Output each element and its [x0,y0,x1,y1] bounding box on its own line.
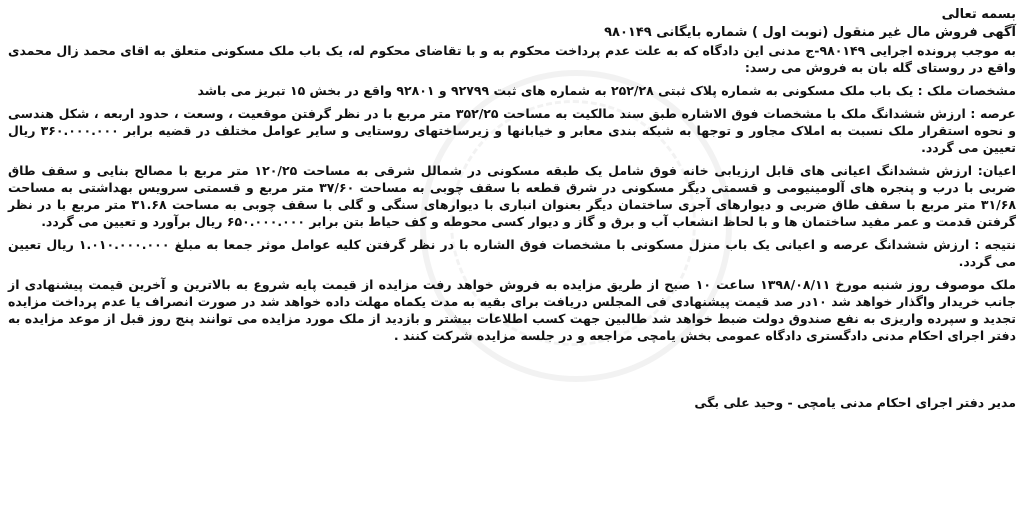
signature-line: مدیر دفتر اجرای احکام مدنی یامچی - وحید علی بگی [694,395,1016,410]
auction-paragraph: ملک موصوف روز شنبه مورخ ۱۳۹۸/۰۸/۱۱ ساعت ۱۰ صبح از طریق مزایده به فروش خواهد رفت مزایده از قیمت پایه شروع به بالاترین و آخرین قیمت پیشنهادی از جانب خریدار واگذار خواهد شد ۱۰در صد قیمت پیشنهادی فی المجلس دریافت برای بقیه به مدت یکماه مهلت داده خواهد شد در صورت انصراف یا عدم پرداخت مزایده تجدید و سپرده واریزی به نفع صندوق دولت ضبط خواهد شد طالبین جهت کسب اطلاعات بیشتر و بازدید از ملک مورد مزایده می توانند پنج روز قبل از موعد مزایده به دفتر اجرای احکام مدنی دادگستری دادگاه عمومی بخش یامچی مراجعه و در جلسه مزایده شرکت کنند . [8,277,1016,343]
property-specs: مشخصات ملک : یک باب ملک مسکونی به شماره پلاک ثبتی ۲۵۲/۲۸ به شماره های ثبت ۹۲۷۹۹ و ۹۲۸۰۱ واقع در بخش ۱۵ تبریز می باشد [197,83,1016,98]
intro-paragraph: به موجب پرونده اجرایی ۹۸۰۱۴۹-ج مدنی این دادگاه که به علت عدم پرداخت محکوم به و با تقاضای محکوم له، یک باب ملک مسکونی متعلق به اقای محمد زال محمدی واقع در روستای گله بان به فروش می رسد: [8,43,1017,75]
notice-title: آگهی فروش مال غیر منقول (نوبت اول ) شماره بایگانی ۹۸۰۱۴۹ [604,25,1016,40]
result-paragraph: نتیجه : ارزش ششدانگ عرصه و اعیانی یک باب منزل مسکونی با مشخصات فوق الشاره با در نظر گرفتن کلیه عوامل موثر جمعا به مبلغ ۱.۰۱۰.۰۰۰.۰۰۰ ریال تعیین می گردد. [8,237,1016,269]
signature-spacer [8,350,1016,394]
buildings-valuation: اعیان: ارزش ششدانگ اعیانی های قابل ارزیابی خانه فوق شامل یک طبقه مسکونی در شمالل شرقی به مساحت ۱۲۰/۲۵ متر مربع با مصالح بنایی و سقف طاق ضربی با درب و پنجره های آلومینیومی و قسمتی دیگر مسکونی در شرق قطعه با سقف چوبی به مساحت ۳۷/۶۰ متر مربع و قسمتی سرویس بهداشتی به مساحت ۳۱/۶۸ متر مربع با سقف طاق ضربی و دیوارهای آجری ساختمان دیگر بعنوان انباری با دیوارهای سنگی و گلی با سقف چوبی به مساحت ۳۱.۶۸ متر مربع با در نظر گرفتن قدمت و عمر مفید ساختمان ها و با لحاظ انشعاب آب و برق و گاز و دیوار کسی محوطه و کف حیاط بتن برابر ۶۵۰.۰۰۰.۰۰۰ ریال برآورد و تعیین می گردد. [8,163,1017,229]
invocation: بسمه تعالی [941,7,1016,22]
land-valuation: عرصه : ارزش ششدانگ ملک با مشخصات فوق الاشاره طبق سند مالکیت به مساحت ۳۵۲/۲۵ متر مربع با در نظر گرفتن موقعیت ، وسعت ، حدود اربعه ، شکل هندسی و نحوه استقرار ملک نسبت به املاک مجاور و توجها به شبکه بندی معابر و خیابانها و زیرساختهای روستایی و سایر عوامل مختلف در قضیه برابر ۳۶۰.۰۰۰.۰۰۰ ریال تعیین می گردد. [8,106,1017,155]
